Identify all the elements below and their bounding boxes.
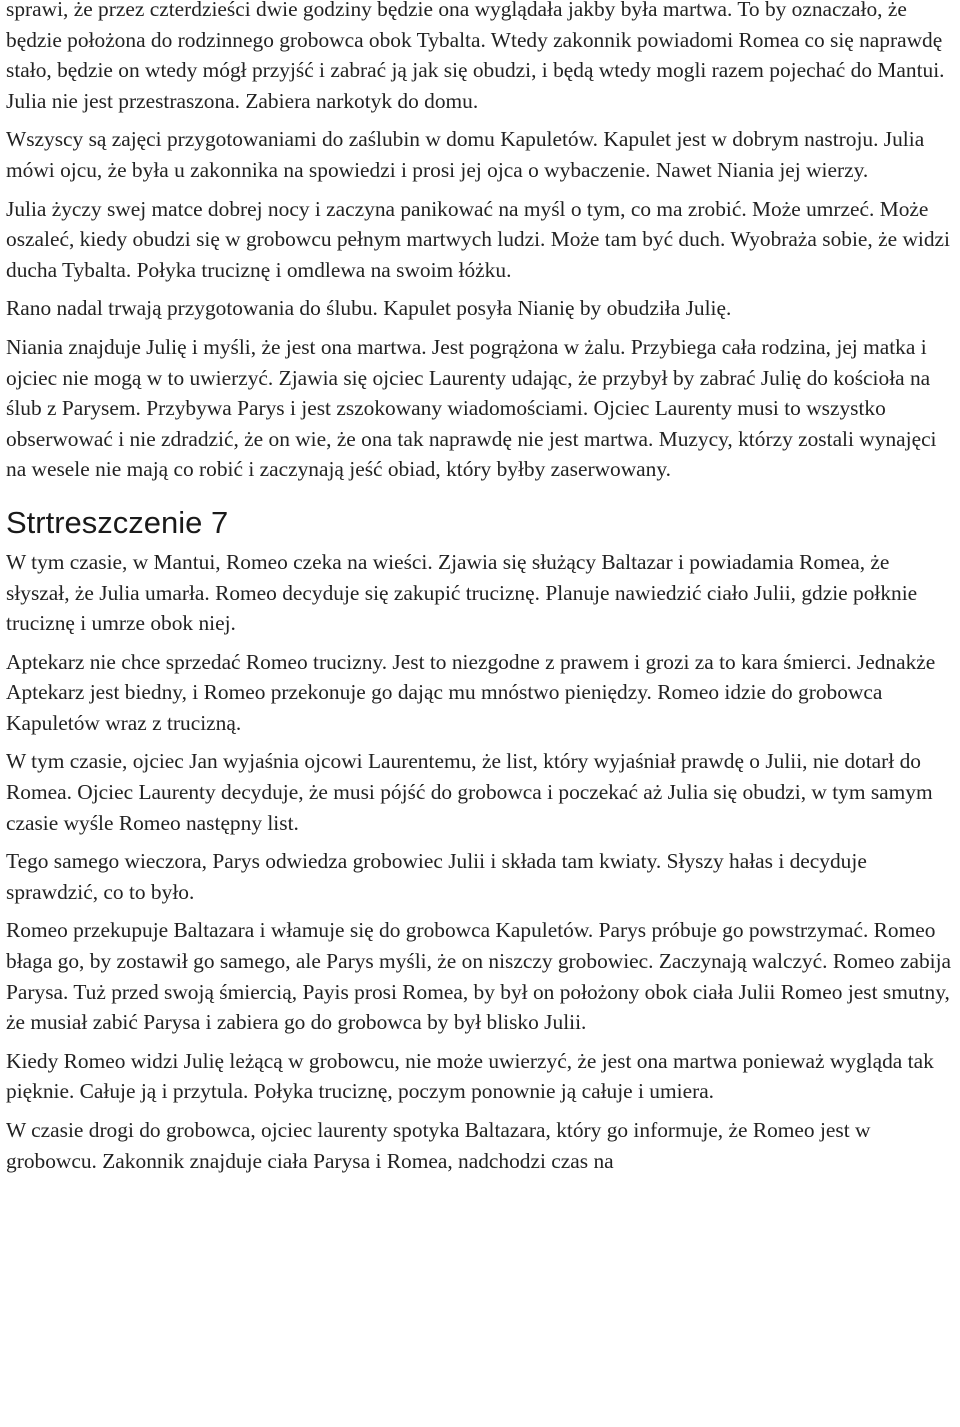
paragraph: Tego samego wieczora, Parys odwiedza grobowiec Julii i składa tam kwiaty. Słyszy hałas i decyduje sprawdzić, co to było. bbox=[6, 849, 867, 904]
paragraph: sprawi, że przez czterdzieści dwie godziny będzie ona wyglądała jakby była martwa. To by oznaczało, że będzie położona do rodzinnego grobowca obok Tybalta. Wtedy zakonnik powiadomi Romea co się naprawdę stało, będzie on wtedy mógł przyjść i zabrać ją jak się obudzi, i będą wtedy mogli razem pojechać do Mantui. Julia nie jest przestraszona. Zabiera narkotyk do domu. bbox=[6, 0, 945, 113]
paragraph: Julia życzy swej matce dobrej nocy i zaczyna panikować na myśl o tym, co ma zrobić. Może umrzeć. Może oszaleć, kiedy obudzi się w grobowcu pełnym martwych ludzi. Może tam być duch. Wyobraża sobie, że widzi ducha Tybalta. Połyka truciznę i omdlewa na swoim łóżku. bbox=[6, 196, 950, 282]
paragraph: Kiedy Romeo widzi Julię leżącą w grobowcu, nie może uwierzyć, że jest ona martwa ponieważ wygląda tak pięknie. Całuje ją i przytula. Połyka truciznę, poczym ponownie ją całuje i umiera. bbox=[6, 1048, 934, 1104]
paragraph: Romeo przekupuje Baltazara i włamuje się do grobowca Kapuletów. Parys próbuje go powstrzymać. Romeo błaga go, by zostawił go samego, ale Parys myśli, że on niszczy grobowiec. Zaczynają walczyć. Romeo zabija Parysa. Tuż przed swoją śmiercią, Payis prosi Romea, by był on położony obok ciała Julii Romeo jest smutny, że musiał zabić Parysa i zabiera go do grobowca by był blisko Julii. bbox=[6, 918, 952, 1035]
paragraph: W tym czasie, w Mantui, Romeo czeka na wieści. Zjawia się służący Baltazar i powiadamia Romea, że słyszał, że Julia umarła. Romeo decyduje się zakupić truciznę. Planuje nawiedzić ciało Julii, gdzie połknie truciznę i umrze obok niej. bbox=[6, 549, 918, 636]
paragraph: Wszyscy są zajęci przygotowaniami do zaślubin w domu Kapuletów. Kapulet jest w dobrym nastroju. Julia mówi ojcu, że była u zakonnika na spowiedzi i prosi jej ojca o wybaczenie. Nawet Niania jej wierzy. bbox=[6, 127, 925, 182]
section-heading: Strtreszczenie 7 bbox=[6, 504, 229, 540]
paragraph: Niania znajduje Julię i myśli, że jest ona martwa. Jest pogrążona w żalu. Przybiega cała rodzina, jej matka i ojciec nie mogą w to uwierzyć. Zjawia się ojciec Laurenty udając, że przybył by zabrać Julię do kościoła na ślub z Parysem. Przybywa Parys i jest zszokowany wiadomościami. Ojciec Laurenty musi to wszystko obserwować i nie zdradzić, że on wie, że ona tak naprawdę nie jest martwa. Muzycy, którzy zostali wynajęci na wesele nie mają co robić i zaczynają jeść obiad, który byłby zaserwowany. bbox=[6, 334, 937, 482]
paragraph: W tym czasie, ojciec Jan wyjaśnia ojcowi Laurentemu, że list, który wyjaśniał prawdę o Julii, nie dotarł do Romea. Ojciec Laurenty decyduje, że musi pójść do grobowca i poczekać aż Julia się obudzi, w tym samym czasie wyśle Romeo następny list. bbox=[6, 749, 933, 835]
document-page bbox=[6, 0, 958, 1184]
paragraph: Rano nadal trwają przygotowania do ślubu. Kapulet posyła Nianię by obudziła Julię. bbox=[6, 296, 732, 321]
paragraph: W czasie drogi do grobowca, ojciec laurenty spotyka Baltazara, który go informuje, że Romeo jest w grobowcu. Zakonnik znajduje ciała Parysa i Romea, nadchodzi czas na bbox=[6, 1118, 871, 1173]
paragraph: Aptekarz nie chce sprzedać Romeo trucizny. Jest to niezgodne z prawem i grozi za to kara śmierci. Jednakże Aptekarz jest biedny, i Romeo przekonuje go dając mu mnóstwo pieniędzy. Romeo idzie do grobowca Kapuletów wraz z trucizną. bbox=[6, 649, 936, 735]
